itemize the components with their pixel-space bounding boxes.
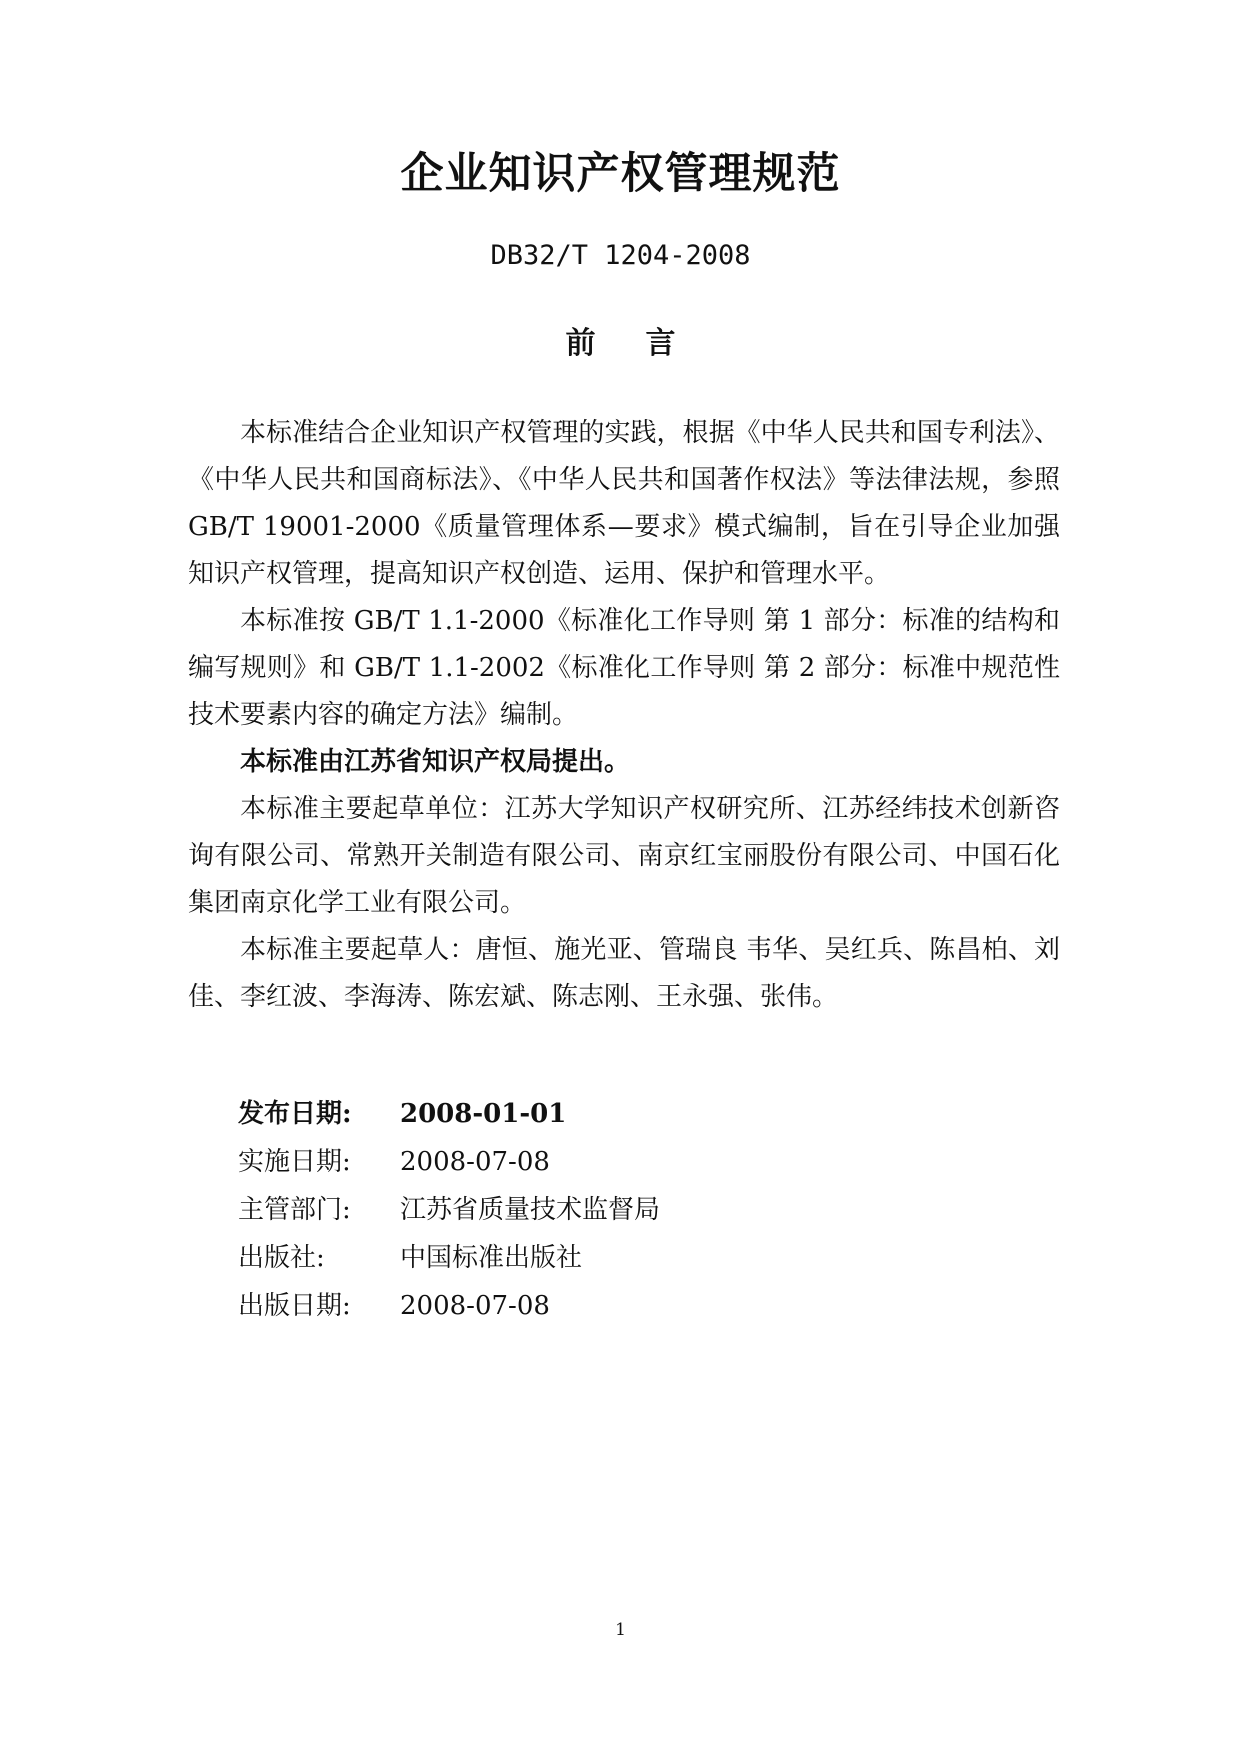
meta-label: 发布日期:: [238, 1099, 352, 1129]
meta-value: 中国标准出版社: [400, 1243, 583, 1273]
paragraph-proposer: 本标准由江苏省知识产权局提出。: [240, 747, 631, 777]
meta-row-publisher: [238, 1234, 938, 1282]
section-heading: 前言: [565, 326, 726, 361]
standard-code: DB32/T 1204-2008: [490, 240, 751, 271]
meta-label: 主管部门:: [238, 1195, 351, 1225]
publication-metadata: [238, 1090, 938, 1330]
meta-row-implementation-date: [238, 1138, 938, 1186]
paragraph-scope: 本标准结合企业知识产权管理的实践，根据《中华人民共和国专利法》、《中华人民共和国商标法》、《中华人民共和国著作权法》等法律法规，参照 GB/T 19001-2000《质量管理体系—要求》模式编制，旨在引导企业加强知识产权管理，提高知识产权创造、运用、保护和管理水平。: [188, 418, 1060, 589]
meta-row-release-date: [238, 1090, 938, 1138]
meta-value: 2008-07-08: [400, 1147, 550, 1177]
meta-label: 出版社:: [238, 1243, 325, 1273]
paragraph-drafting-rules: 本标准按 GB/T 1.1-2000《标准化工作导则 第 1 部分：标准的结构和编写规则》和 GB/T 1.1-2002《标准化工作导则 第 2 部分：标准中规范性技术要素内容的确定方法》编制。: [188, 606, 1060, 730]
meta-label: 出版日期:: [238, 1291, 351, 1321]
paragraph-drafting-units: 本标准主要起草单位：江苏大学知识产权研究所、江苏经纬技术创新咨询有限公司、常熟开关制造有限公司、南京红宝丽股份有限公司、中国石化集团南京化学工业有限公司。: [188, 794, 1060, 918]
meta-row-publication-date: [238, 1282, 938, 1330]
meta-value: 2008-07-08: [400, 1291, 550, 1321]
meta-row-department: [238, 1186, 938, 1234]
page-number: 1: [615, 1620, 626, 1640]
paragraph-drafters: 本标准主要起草人：唐恒、施光亚、管瑞良 韦华、吴红兵、陈昌柏、刘佳、李红波、李海涛、陈宏斌、陈志刚、王永强、张伟。: [188, 935, 1060, 1012]
meta-value: 江苏省质量技术监督局: [400, 1195, 661, 1225]
meta-label: 实施日期:: [238, 1147, 351, 1177]
meta-value: 2008-01-01: [400, 1099, 567, 1129]
foreword-body: [188, 410, 1060, 1021]
document-title: 企业知识产权管理规范: [400, 149, 841, 199]
